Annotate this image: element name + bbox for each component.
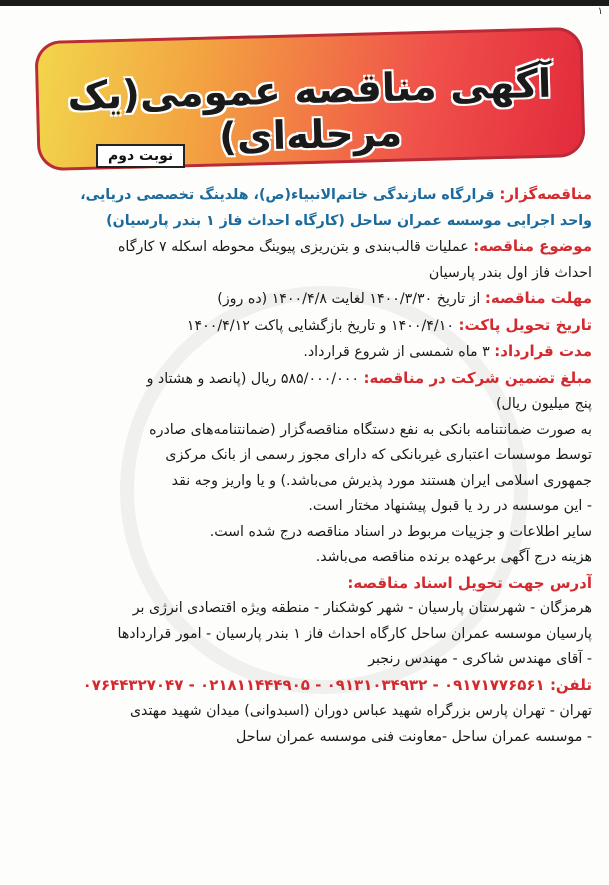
address-label: آدرس جهت تحویل اسناد مناقصه: — [347, 573, 592, 592]
guarantee-value-1: ۵۸۵/۰۰۰/۰۰۰ ریال (پانصد و هشتاد و — [146, 370, 364, 387]
subject-line-2: احداث فاز اول بندر پارسیان — [428, 264, 592, 281]
delivery-label: تاریخ تحویل پاکت: — [458, 315, 592, 334]
guarantee-label: مبلغ تضمین شرکت در مناقصه: — [363, 368, 592, 387]
deadline-label: مهلت مناقصه: — [484, 289, 592, 307]
tehran-line-1: تهران - تهران پارس بزرگراه شهید عباس دوران (اسبدوانی) میدان شهید مهتدی — [129, 703, 592, 719]
phone-label: تلفن: — [549, 675, 592, 694]
address-line-3: - آقای مهندس شاکری - مهندس رنجبر — [368, 651, 592, 667]
phone-line — [26, 673, 592, 700]
conditions-line-4: - این موسسه در رد یا قبول پیشنهاد مختار است. — [308, 498, 592, 514]
phone-numbers: ۰۹۱۷۱۷۷۶۵۶۱ - ۰۹۱۳۱۰۳۴۹۳۲ - ۰۲۱۸۱۱۴۴۴۹۰۵ - ۰۷۶۴۴۳۲۷۰۴۷ — [82, 675, 550, 694]
organizer-line-2: واحد اجرایی موسسه عمران ساحل (کارگاه احداث فاز ۱ بندر پارسیان) — [106, 212, 592, 229]
guarantee-line-1 — [26, 366, 592, 393]
address-line-1: هرمزگان - شهرستان پارسیان - شهر کوشکنار - منطقه ویژه اقتصادی انرژی بر — [132, 600, 592, 616]
page-marker: ۱ — [597, 6, 603, 17]
organizer-value-1: قرارگاه سازندگی خاتم‌الانبیاء(ص)، هلدینگ تخصصی دریایی، — [80, 187, 500, 203]
notice-title: آگهی مناقصه عمومی(یک مرحله‌ای) — [66, 61, 552, 161]
guarantee-line-2: پنج میلیون ریال) — [496, 396, 592, 412]
address-line-2: پارسیان موسسه عمران ساحل کارگاه احداث فاز ۱ بندر پارسیان - امور قراردادها — [117, 625, 592, 642]
subject-line-1 — [26, 234, 592, 261]
duration-value: ۳ ماه شمسی از شروع قرارداد. — [303, 344, 495, 360]
subject-value-1: عملیات قالب‌بندی و بتن‌ریزی پیوینگ محوطه اسکله ۷ کارگاه — [118, 239, 474, 255]
organizer-label: مناقصه‌گزار: — [499, 185, 592, 203]
deadline-line — [26, 286, 592, 313]
notice-body — [26, 182, 592, 750]
tehran-line-2: - موسسه عمران ساحل -معاونت فنی موسسه عمران ساحل — [235, 728, 592, 745]
round-badge: نوبت دوم — [96, 144, 185, 168]
conditions-line-3: جمهوری اسلامی ایران هستند مورد پذیرش می‌باشد.) و یا واریز وجه نقد — [171, 472, 592, 489]
conditions-line-2: توسط موسسات اعتباری غیربانکی که دارای مجوز رسمی از بانک مرکزی — [165, 447, 592, 463]
duration-line — [26, 339, 592, 366]
organizer-line-1 — [26, 182, 592, 209]
delivery-value: ۱۴۰۰/۴/۱۰ و تاریخ بازگشایی پاکت ۱۴۰۰/۴/۱۲ — [186, 317, 459, 334]
conditions-line-6: هزینه درج آگهی برعهده برنده مناقصه می‌باشد. — [315, 549, 592, 565]
conditions-line-1: به صورت ضمانتنامه بانکی به نفع دستگاه مناقصه‌گزار (ضمانتنامه‌های صادره — [149, 421, 592, 438]
subject-label: موضوع مناقصه: — [473, 237, 592, 255]
deadline-value: از تاریخ ۱۴۰۰/۳/۳۰ لغایت ۱۴۰۰/۴/۸ (ده روز) — [217, 291, 485, 307]
delivery-line — [26, 313, 592, 340]
conditions-line-5: سایر اطلاعات و جزییات مربوط در اسناد مناقصه درج شده است. — [209, 523, 592, 540]
duration-label: مدت قرارداد: — [494, 342, 592, 360]
